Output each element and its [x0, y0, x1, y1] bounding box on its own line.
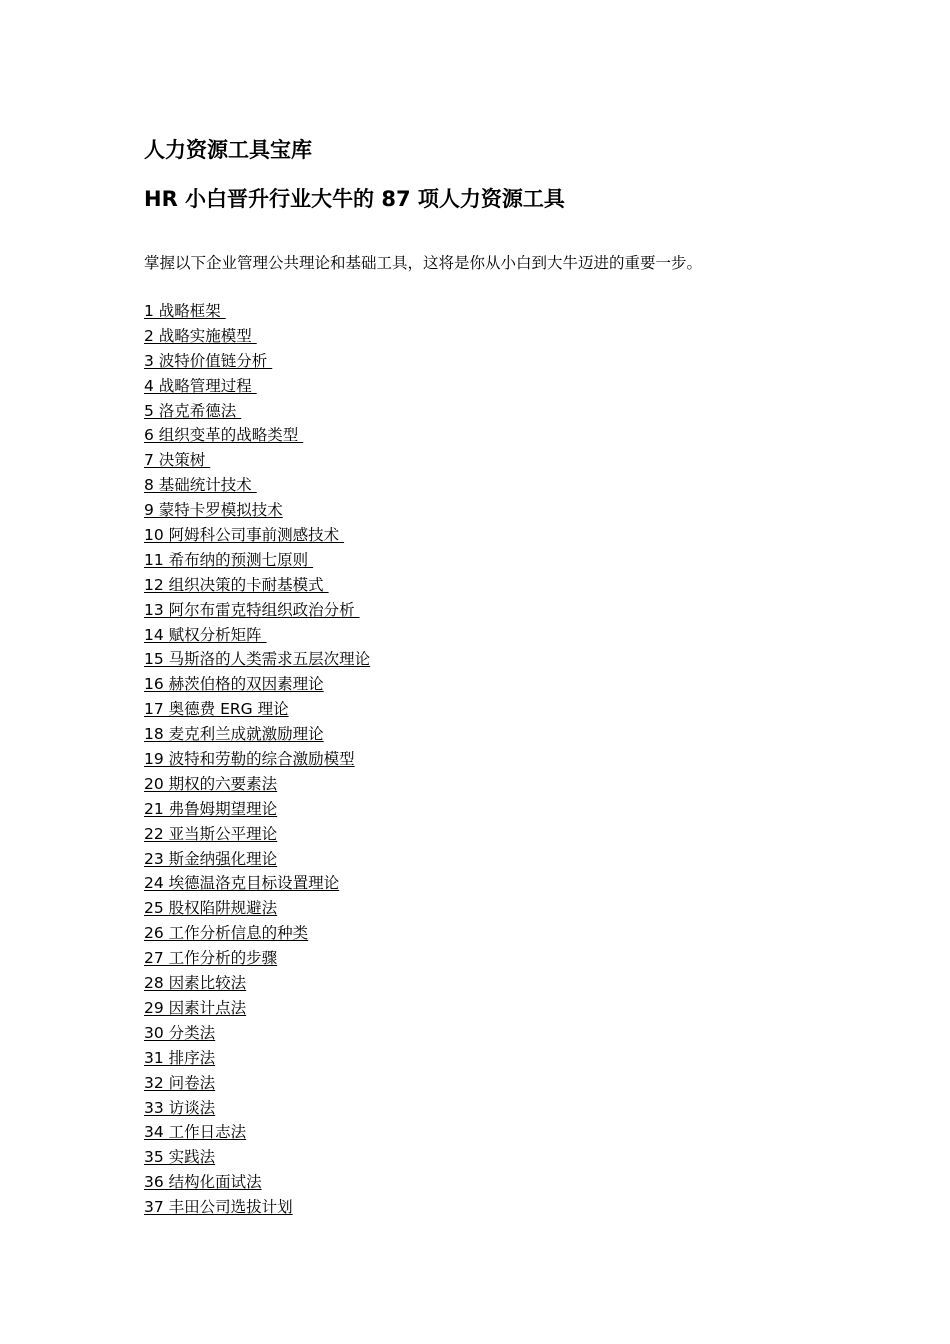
list-item [144, 697, 370, 722]
list-item [144, 623, 370, 648]
list-item [144, 647, 370, 672]
list-item [144, 399, 370, 424]
list-item [144, 772, 370, 797]
tool-link[interactable]: 21 弗鲁姆期望理论 [144, 799, 278, 818]
tool-link[interactable]: 26 工作分析信息的种类 [144, 924, 309, 943]
tool-link[interactable]: 13 阿尔布雷克特组织政治分析 [144, 600, 360, 619]
tool-link[interactable]: 2 战略实施模型 [144, 326, 257, 345]
list-item [144, 1071, 370, 1096]
list-item [144, 374, 370, 399]
tool-link[interactable]: 16 赫茨伯格的双因素理论 [144, 675, 324, 694]
list-item [144, 1195, 370, 1220]
list-item [144, 921, 370, 946]
tool-link[interactable]: 18 麦克利兰成就激励理论 [144, 725, 324, 744]
tool-link[interactable]: 24 埃德温洛克目标设置理论 [144, 874, 340, 893]
list-item [144, 1170, 370, 1195]
list-item [144, 722, 370, 747]
tool-link[interactable]: 5 洛克希德法 [144, 401, 242, 420]
list-item [144, 349, 370, 374]
tool-link[interactable]: 27 工作分析的步骤 [144, 949, 278, 968]
tool-link[interactable]: 1 战略框架 [144, 302, 226, 320]
list-item [144, 822, 370, 847]
tool-link[interactable]: 25 股权陷阱规避法 [144, 899, 278, 918]
tool-link[interactable]: 35 实践法 [144, 1148, 216, 1167]
tool-link[interactable]: 34 工作日志法 [144, 1123, 247, 1142]
tool-link[interactable]: 15 马斯洛的人类需求五层次理论 [144, 650, 371, 669]
document-title: 人力资源工具宝库 [144, 138, 312, 162]
tool-link[interactable]: 14 赋权分析矩阵 [144, 625, 267, 644]
tool-link[interactable]: 32 问卷法 [144, 1073, 216, 1092]
list-item [144, 1046, 370, 1071]
list-item [144, 548, 370, 573]
list-item [144, 423, 370, 448]
tool-link[interactable]: 20 期权的六要素法 [144, 774, 278, 793]
tool-link[interactable]: 28 因素比较法 [144, 974, 247, 993]
tool-link[interactable]: 12 组织决策的卡耐基模式 [144, 575, 329, 594]
tool-link[interactable]: 7 决策树 [144, 451, 211, 470]
tool-link[interactable]: 19 波特和劳勒的综合激励模型 [144, 750, 355, 769]
list-item [144, 1096, 370, 1121]
list-item [144, 573, 370, 598]
list-item [144, 797, 370, 822]
tool-link[interactable]: 6 组织变革的战略类型 [144, 426, 304, 445]
list-item [144, 946, 370, 971]
list-item [144, 896, 370, 921]
tool-link[interactable]: 11 希布纳的预测七原则 [144, 550, 314, 569]
list-item [144, 498, 370, 523]
list-item [144, 871, 370, 896]
list-item [144, 971, 370, 996]
tool-link[interactable]: 33 访谈法 [144, 1098, 216, 1117]
list-item [144, 473, 370, 498]
list-item [144, 1120, 370, 1145]
tool-link[interactable]: 8 基础统计技术 [144, 476, 257, 495]
list-item [144, 1021, 370, 1046]
intro-paragraph: 掌握以下企业管理公共理论和基础工具，这将是你从小白到大牛迈进的重要一步。 [144, 254, 703, 272]
tool-list [144, 299, 370, 1220]
document-subtitle: HR 小白晋升行业大牛的 87 项人力资源工具 [144, 187, 565, 211]
list-item [144, 747, 370, 772]
tool-link[interactable]: 17 奥德费 ERG 理论 [144, 700, 289, 719]
tool-link[interactable]: 31 排序法 [144, 1048, 216, 1067]
list-item [144, 847, 370, 872]
list-item [144, 598, 370, 623]
tool-link[interactable]: 29 因素计点法 [144, 998, 247, 1017]
list-item [144, 672, 370, 697]
tool-link[interactable]: 22 亚当斯公平理论 [144, 824, 278, 843]
tool-link[interactable]: 3 波特价值链分析 [144, 351, 273, 370]
list-item [144, 448, 370, 473]
list-item [144, 1145, 370, 1170]
tool-link[interactable]: 37 丰田公司选拔计划 [144, 1198, 293, 1217]
tool-link[interactable]: 23 斯金纳强化理论 [144, 849, 278, 868]
tool-link[interactable]: 36 结构化面试法 [144, 1173, 262, 1192]
list-item [144, 996, 370, 1021]
list-item [144, 523, 370, 548]
tool-link[interactable]: 9 蒙特卡罗模拟技术 [144, 501, 283, 520]
list-item [144, 324, 370, 349]
tool-link[interactable]: 10 阿姆科公司事前测感技术 [144, 526, 345, 545]
list-item [144, 299, 370, 324]
tool-link[interactable]: 4 战略管理过程 [144, 376, 257, 395]
tool-link[interactable]: 30 分类法 [144, 1023, 216, 1042]
